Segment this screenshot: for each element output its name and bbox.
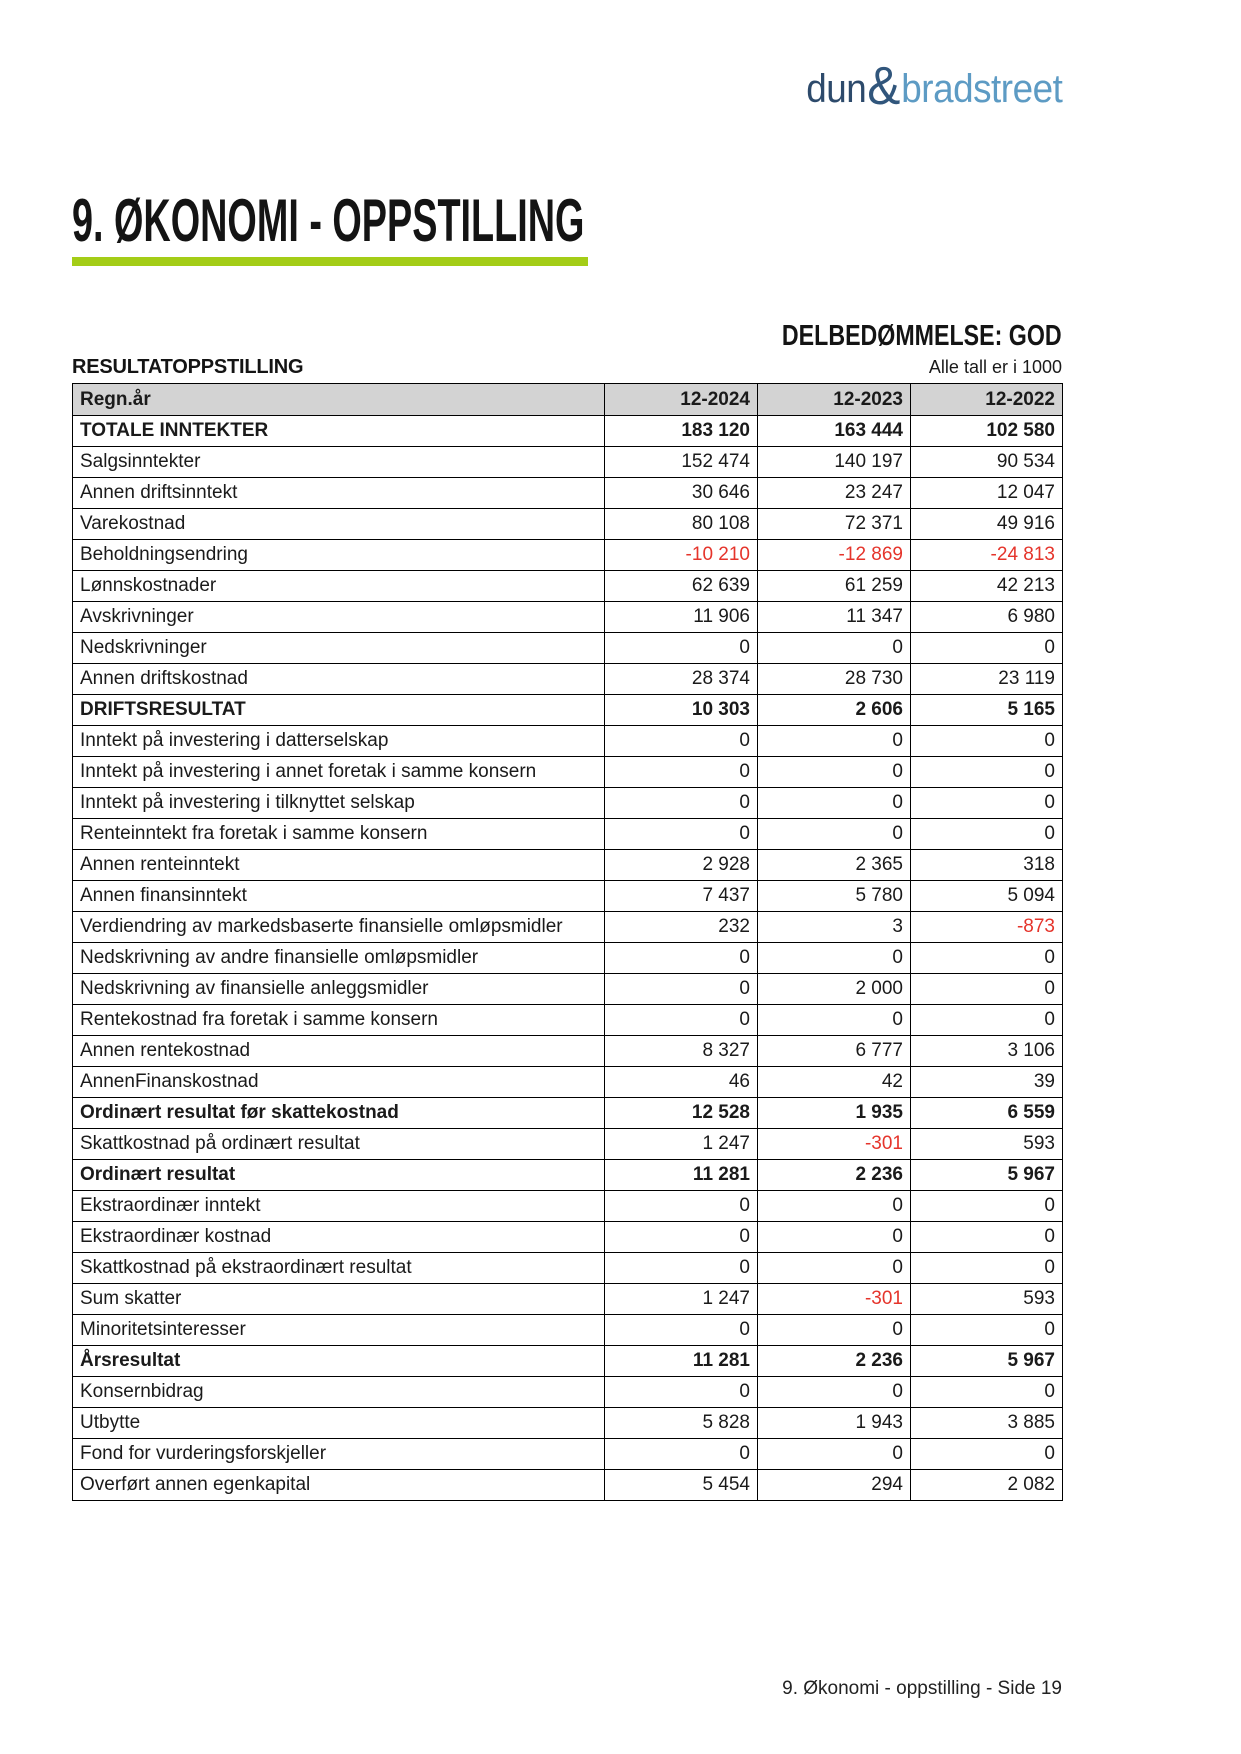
row-label: Varekostnad xyxy=(73,509,605,540)
cell-value: 1 935 xyxy=(758,1098,911,1129)
table-row xyxy=(73,1470,1063,1501)
row-label: Salgsinntekter xyxy=(73,447,605,478)
cell-value: 152 474 xyxy=(605,447,758,478)
table-row xyxy=(73,571,1063,602)
cell-value: 0 xyxy=(758,1222,911,1253)
row-label: Inntekt på investering i annet foretak i samme konsern xyxy=(73,757,605,788)
cell-value: 0 xyxy=(605,819,758,850)
row-label: Årsresultat xyxy=(73,1346,605,1377)
cell-value: 0 xyxy=(911,1439,1063,1470)
cell-value: 0 xyxy=(911,819,1063,850)
column-header-2022: 12-2022 xyxy=(911,384,1063,416)
row-label: Ekstraordinær kostnad xyxy=(73,1222,605,1253)
table-row xyxy=(73,912,1063,943)
cell-value: -301 xyxy=(758,1284,911,1315)
row-label: Fond for vurderingsforskjeller xyxy=(73,1439,605,1470)
table-row xyxy=(73,1439,1063,1470)
cell-value: 0 xyxy=(605,974,758,1005)
cell-value: 593 xyxy=(911,1284,1063,1315)
cell-value: 0 xyxy=(605,1191,758,1222)
cell-value: 6 777 xyxy=(758,1036,911,1067)
column-header-2023: 12-2023 xyxy=(758,384,911,416)
table-row xyxy=(73,850,1063,881)
row-label: Annen finansinntekt xyxy=(73,881,605,912)
logo-text-dun: dun xyxy=(805,66,866,111)
table-body xyxy=(73,416,1063,1501)
page-footer: 9. Økonomi - oppstilling - Side 19 xyxy=(782,1678,1062,1699)
table-row xyxy=(73,974,1063,1005)
cell-value: 8 327 xyxy=(605,1036,758,1067)
cell-value: 0 xyxy=(911,788,1063,819)
cell-value: 0 xyxy=(911,757,1063,788)
row-label: TOTALE INNTEKTER xyxy=(73,416,605,447)
row-label: Inntekt på investering i datterselskap xyxy=(73,726,605,757)
cell-value: 6 559 xyxy=(911,1098,1063,1129)
cell-value: 5 094 xyxy=(911,881,1063,912)
row-label: Nedskrivning av finansielle anleggsmidler xyxy=(73,974,605,1005)
table-row xyxy=(73,1315,1063,1346)
cell-value: 140 197 xyxy=(758,447,911,478)
row-label: Nedskrivning av andre finansielle omløpsmidler xyxy=(73,943,605,974)
cell-value: 0 xyxy=(758,757,911,788)
rating-label: DELBEDØMMELSE: GOD xyxy=(782,320,1062,352)
row-label: Skattkostnad på ekstraordinært resultat xyxy=(73,1253,605,1284)
cell-value: 12 528 xyxy=(605,1098,758,1129)
cell-value: 183 120 xyxy=(605,416,758,447)
cell-value: 0 xyxy=(758,1315,911,1346)
cell-value: 2 365 xyxy=(758,850,911,881)
cell-value: 5 780 xyxy=(758,881,911,912)
cell-value: 163 444 xyxy=(758,416,911,447)
table-row xyxy=(73,1191,1063,1222)
cell-value: 28 374 xyxy=(605,664,758,695)
cell-value: 3 885 xyxy=(911,1408,1063,1439)
table-row xyxy=(73,664,1063,695)
table-row xyxy=(73,819,1063,850)
table-row xyxy=(73,1098,1063,1129)
table-row xyxy=(73,1284,1063,1315)
table-row xyxy=(73,1067,1063,1098)
row-label: Konsernbidrag xyxy=(73,1377,605,1408)
cell-value: 30 646 xyxy=(605,478,758,509)
cell-value: 2 236 xyxy=(758,1160,911,1191)
cell-value: 62 639 xyxy=(605,571,758,602)
row-label: Avskrivninger xyxy=(73,602,605,633)
page-title: 9. ØKONOMI - OPPSTILLING xyxy=(72,187,585,254)
table-row xyxy=(73,1005,1063,1036)
cell-value: 3 106 xyxy=(911,1036,1063,1067)
cell-value: 3 xyxy=(758,912,911,943)
cell-value: 0 xyxy=(758,633,911,664)
cell-value: 6 980 xyxy=(911,602,1063,633)
row-label: Utbytte xyxy=(73,1408,605,1439)
cell-value: 0 xyxy=(911,943,1063,974)
table-row xyxy=(73,416,1063,447)
cell-value: 72 371 xyxy=(758,509,911,540)
row-label: Beholdningsendring xyxy=(73,540,605,571)
cell-value: 0 xyxy=(605,788,758,819)
table-row xyxy=(73,478,1063,509)
table-row xyxy=(73,1160,1063,1191)
table-row xyxy=(73,1129,1063,1160)
cell-value: 11 281 xyxy=(605,1160,758,1191)
column-header-2024: 12-2024 xyxy=(605,384,758,416)
cell-value: 2 928 xyxy=(605,850,758,881)
table-row xyxy=(73,943,1063,974)
cell-value: 0 xyxy=(758,1377,911,1408)
row-label: Sum skatter xyxy=(73,1284,605,1315)
row-label: Annen renteinntekt xyxy=(73,850,605,881)
cell-value: 294 xyxy=(758,1470,911,1501)
cell-value: 0 xyxy=(605,1315,758,1346)
cell-value: 0 xyxy=(911,726,1063,757)
table-row xyxy=(73,726,1063,757)
cell-value: 0 xyxy=(758,943,911,974)
table-row xyxy=(73,1036,1063,1067)
cell-value: 0 xyxy=(605,943,758,974)
table-row xyxy=(73,1222,1063,1253)
cell-value: 2 606 xyxy=(758,695,911,726)
cell-value: 90 534 xyxy=(911,447,1063,478)
cell-value: 5 967 xyxy=(911,1160,1063,1191)
table-row xyxy=(73,1408,1063,1439)
row-label: Skattkostnad på ordinært resultat xyxy=(73,1129,605,1160)
row-label: Annen driftskostnad xyxy=(73,664,605,695)
cell-value: 5 828 xyxy=(605,1408,758,1439)
cell-value: 11 281 xyxy=(605,1346,758,1377)
table-row xyxy=(73,788,1063,819)
cell-value: -24 813 xyxy=(911,540,1063,571)
table-row xyxy=(73,509,1063,540)
row-label: Renteinntekt fra foretak i samme konsern xyxy=(73,819,605,850)
cell-value: 11 347 xyxy=(758,602,911,633)
cell-value: -10 210 xyxy=(605,540,758,571)
cell-value: 39 xyxy=(911,1067,1063,1098)
row-label: AnnenFinanskostnad xyxy=(73,1067,605,1098)
cell-value: 0 xyxy=(911,1253,1063,1284)
cell-value: 318 xyxy=(911,850,1063,881)
row-label: DRIFTSRESULTAT xyxy=(73,695,605,726)
cell-value: 0 xyxy=(911,974,1063,1005)
cell-value: 1 247 xyxy=(605,1129,758,1160)
cell-value: 593 xyxy=(911,1129,1063,1160)
row-label: Nedskrivninger xyxy=(73,633,605,664)
cell-value: 0 xyxy=(605,1222,758,1253)
cell-value: 80 108 xyxy=(605,509,758,540)
cell-value: 0 xyxy=(758,1191,911,1222)
row-label: Ordinært resultat xyxy=(73,1160,605,1191)
cell-value: 0 xyxy=(911,1191,1063,1222)
table-row xyxy=(73,1377,1063,1408)
cell-value: 0 xyxy=(605,1005,758,1036)
cell-value: 0 xyxy=(911,633,1063,664)
cell-value: 0 xyxy=(758,1253,911,1284)
cell-value: 0 xyxy=(758,1439,911,1470)
cell-value: 61 259 xyxy=(758,571,911,602)
table-row xyxy=(73,1346,1063,1377)
cell-value: 0 xyxy=(605,1439,758,1470)
table-row xyxy=(73,695,1063,726)
row-label: Annen rentekostnad xyxy=(73,1036,605,1067)
cell-value: -12 869 xyxy=(758,540,911,571)
table-row xyxy=(73,602,1063,633)
cell-value: 0 xyxy=(911,1005,1063,1036)
cell-value: 0 xyxy=(605,757,758,788)
cell-value: 49 916 xyxy=(911,509,1063,540)
cell-value: 232 xyxy=(605,912,758,943)
cell-value: 0 xyxy=(605,633,758,664)
cell-value: 0 xyxy=(605,1253,758,1284)
section-title: RESULTATOPPSTILLING xyxy=(72,356,304,378)
cell-value: -873 xyxy=(911,912,1063,943)
cell-value: 0 xyxy=(911,1315,1063,1346)
table-header-row xyxy=(73,384,1063,416)
cell-value: 23 247 xyxy=(758,478,911,509)
cell-value: 0 xyxy=(758,788,911,819)
cell-value: 1 943 xyxy=(758,1408,911,1439)
cell-value: 1 247 xyxy=(605,1284,758,1315)
row-label: Annen driftsinntekt xyxy=(73,478,605,509)
table-row xyxy=(73,1253,1063,1284)
cell-value: 5 967 xyxy=(911,1346,1063,1377)
row-label: Inntekt på investering i tilknyttet selskap xyxy=(73,788,605,819)
table-row xyxy=(73,447,1063,478)
row-label: Overført annen egenkapital xyxy=(73,1470,605,1501)
ampersand-icon: & xyxy=(866,56,900,116)
row-label: Rentekostnad fra foretak i samme konsern xyxy=(73,1005,605,1036)
cell-value: 0 xyxy=(911,1377,1063,1408)
logo-text-bradstreet: bradstreet xyxy=(900,66,1062,111)
row-label: Minoritetsinteresser xyxy=(73,1315,605,1346)
cell-value: 5 454 xyxy=(605,1470,758,1501)
cell-value: 0 xyxy=(605,1377,758,1408)
cell-value: 2 236 xyxy=(758,1346,911,1377)
cell-value: 5 165 xyxy=(911,695,1063,726)
column-header-regnaar: Regn.år xyxy=(73,384,605,416)
table-row xyxy=(73,540,1063,571)
table-row xyxy=(73,881,1063,912)
cell-value: 23 119 xyxy=(911,664,1063,695)
cell-value: 0 xyxy=(758,726,911,757)
cell-value: 11 906 xyxy=(605,602,758,633)
cell-value: 10 303 xyxy=(605,695,758,726)
cell-value: 0 xyxy=(911,1222,1063,1253)
table-row xyxy=(73,757,1063,788)
cell-value: 102 580 xyxy=(911,416,1063,447)
title-accent-bar xyxy=(72,257,588,266)
cell-value: 42 xyxy=(758,1067,911,1098)
cell-value: 0 xyxy=(758,819,911,850)
cell-value: 46 xyxy=(605,1067,758,1098)
results-table xyxy=(72,383,1063,1501)
cell-value: 2 082 xyxy=(911,1470,1063,1501)
row-label: Lønnskostnader xyxy=(73,571,605,602)
row-label: Verdiendring av markedsbaserte finansielle omløpsmidler xyxy=(73,912,605,943)
cell-value: 2 000 xyxy=(758,974,911,1005)
row-label: Ordinært resultat før skattekostnad xyxy=(73,1098,605,1129)
cell-value: -301 xyxy=(758,1129,911,1160)
units-note: Alle tall er i 1000 xyxy=(928,357,1062,377)
cell-value: 28 730 xyxy=(758,664,911,695)
cell-value: 0 xyxy=(605,726,758,757)
dun-bradstreet-logo xyxy=(805,56,1062,116)
cell-value: 7 437 xyxy=(605,881,758,912)
cell-value: 42 213 xyxy=(911,571,1063,602)
row-label: Ekstraordinær inntekt xyxy=(73,1191,605,1222)
cell-value: 0 xyxy=(758,1005,911,1036)
cell-value: 12 047 xyxy=(911,478,1063,509)
table-row xyxy=(73,633,1063,664)
